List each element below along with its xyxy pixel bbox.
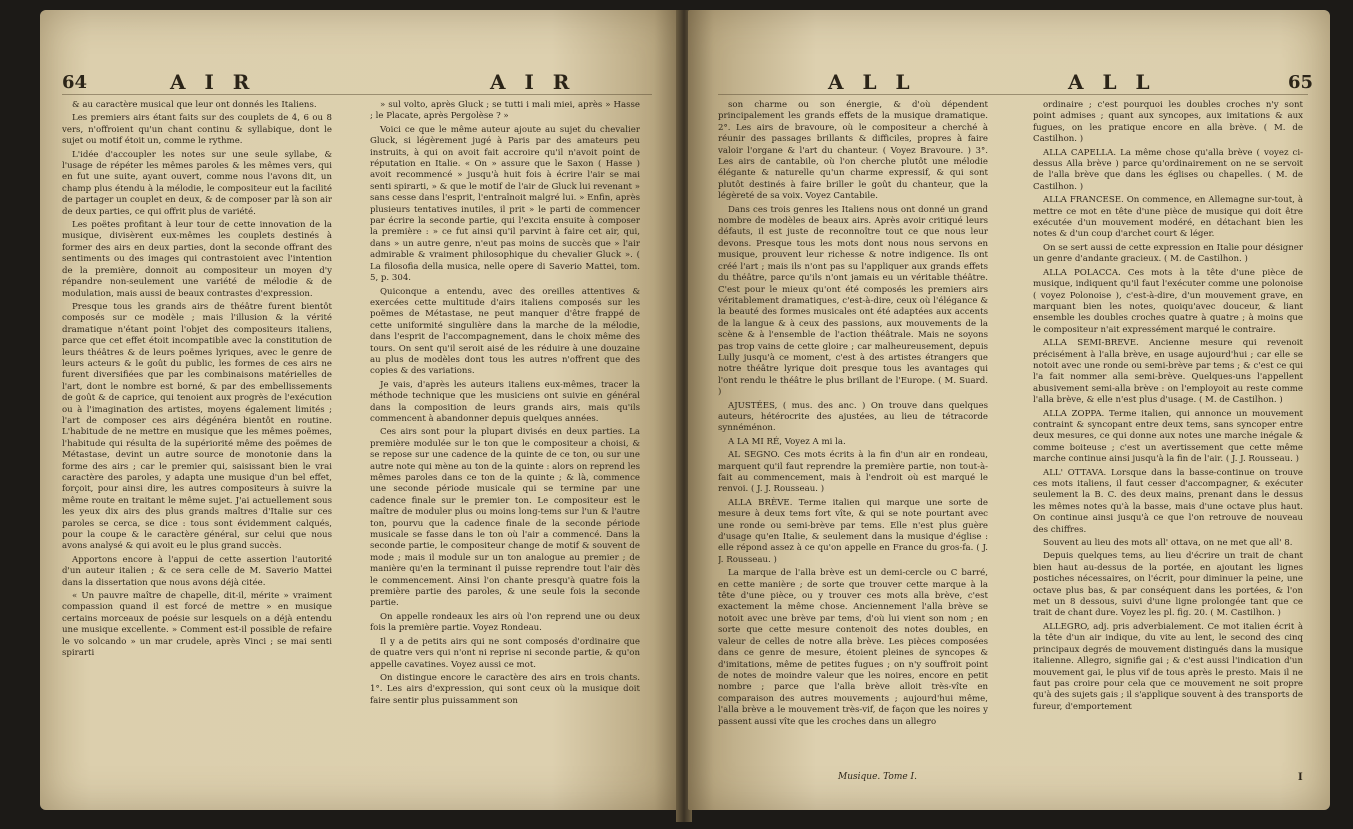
paragraph: La marque de l'alla brève est un demi-cercle ou C barré, en cette manière ; de sorte que trouver cette marque à la tête d'une pièce, ou y trouver ces mots alla brève, c'est exactement la même chose. Anciennement l'alla brève se notoit avec une brève par tems, d'où lui vient son nom ; en sorte que cette mesure contenoit des notes doubles, en valeur de celles de notre alla brève. Les pièces composées dans ce genre de mesure, étoient pleines de syncopes & d'imitations, même de petites fugues ; on n'y souffroit point de notes de moindre valeur que les noires, encore en petit nombre ; parce que l'alla brève alloit très-vîte en comparaison des autres mouvements ; aujourd'hui même, l'alla brève a le mouvement très-vif, de façon que les noires y passent aussi vîte que les croches dans un allegro xyxy=(718,568,988,727)
right-page xyxy=(688,10,1330,810)
paragraph: Les premiers airs étant faits sur des couplets de 4, 6 ou 8 vers, n'offroient qu'un chant continu & syllabique, dont le sujet ou motif étoit un, comme le rythme. xyxy=(62,113,332,147)
paragraph: ALLA POLACCA. Ces mots à la tête d'une pièce de musique, indiquent qu'il faut l'exécuter comme une polonoise ( voyez Polonoise ), c'est-à-dire, d'un mouvement grave, en marquant bien les notes, quoiqu'avec douceur, & liant ensemble les doubles croches quatre à quatre ; à moins que le compositeur n'ait expressément marqué le contraire. xyxy=(1033,267,1303,335)
paragraph: ALL' OTTAVA. Lorsque dans la basse-continue on trouve ces mots italiens, il faut cesser d'accompagner, & exécuter seulement la B. C. des deux mains, prenant dans le dessus les mêmes notes qu'à la basse, mais d'une octave plus haut. On continue ainsi jusqu'à ce que l'on retrouve de nouveau des chiffres. xyxy=(1033,467,1303,535)
paragraph: ALLEGRO, adj. pris adverbialement. Ce mot italien écrit à la tête d'un air indique, du vite au lent, le second des cinq principaux degrés de mouvement distingués dans la musique italienne. Allegro, signifie gai ; & c'est aussi l'indication d'un mouvement gai, le plus vif de tous après le presto. Mais il ne faut pas croire pour cela que ce mouvement ne soit propre qu'à des sujets gais ; il s'applique souvent à des transports de fureur, d'emportement xyxy=(1033,621,1303,712)
paragraph: Ces airs sont pour la plupart divisés en deux parties. La première modulée sur le ton que le compositeur a choisi, & se repose sur une cadence de la quinte de ce ton, ou sur une autre note qui mène au ton de la quinte : alors on reprend les mêmes paroles dans ce ton de la quinte ; & là, commence une seconde période musicale qui se termine par une cadence finale sur le premier ton. Le compositeur est le maître de moduler plus ou moins long-tems sur l'un & l'autre ton, pourvu que la cadence finale de la seconde période musicale se fasse dans le ton où l'air a commencé. Dans la seconde partie, le compositeur change de motif & souvent de mode ; mais il module sur un ton analogue au premier ; de manière qu'en la terminant il puisse reprendre tout l'air dès le commencement. Ainsi l'on chante presqu'à quatre fois la première partie des paroles, & une seule fois la seconde partie. xyxy=(370,427,640,609)
paragraph: Voici ce que le même auteur ajoute au sujet du chevalier Gluck, si légèrement jugé à Paris par des amateurs peu instruits, à qui on avoit fait accroire qu'il n'avoit point de réputation en Italie. « On » assure que le Saxon ( Hasse ) avoit recommencé » jusqu'à huit fois à écrire l'air se mai senti spirarti, » & que le motif de l'air de Gluck lui revenant » sans cesse dans l'esprit, l'entraînoit malgré lui. » Enfin, après plusieurs tentatives inutiles, il prit » le parti de commencer par écrire la seconde partie, qui l'excita ensuite à composer la première : » ce fut ainsi qu'il parvint à faire cet air, qui, dans » un autre genre, n'eut pas moins de succès que » l'air admirable & vraiment philosophique du chevalier Gluck ». ( La filosofia della musica, nelle opere di Saverio Mattei, tom. 5, p. 304. xyxy=(370,124,640,284)
paragraph: ALLA ZOPPA. Terme italien, qui annonce un mouvement contraint & syncopant entre deux tems, sans syncoper entre deux mesures, ce qui donne aux notes une marche inégale & comme boiteuse ; c'est un avertissement que cette même marche continue ainsi jusqu'à la fin de l'air. ( J. J. Rousseau. ) xyxy=(1033,408,1303,465)
paragraph: Je vais, d'après les auteurs italiens eux-mêmes, tracer la méthode technique que les musiciens ont suivie en général dans la composition de leurs grands airs, mais qu'ils commencent à abandonner depuis quelques années. xyxy=(370,379,640,424)
left-head-rule xyxy=(62,94,652,95)
paragraph: On appelle rondeaux les airs où l'on reprend une ou deux fois la première partie. Voyez Rondeau. xyxy=(370,611,640,634)
left-running-head-2: A I R xyxy=(490,70,576,94)
paragraph: Presque tous les grands airs de théâtre furent bientôt composés sur ce modèle ; mais l'illusion & la vérité dramatique n'étant point l'objet des compositeurs italiens, parce que cet effet étoit incompatible avec la constitution de leurs théâtres & de leurs poëmes lyriques, avec le genre de leurs acteurs & le goût du public, les formes de ces airs ne furent diversifiées que par les combinaisons matérielles de l'art, dont le nombre est borné, & par des embellissements de goût & de caprice, qui tenoient aux progrès de l'exécution ou à l'imagination des artistes, moyens également limités ; l'art de composer ces airs dégénéra bientôt en routine. L'habitude de ne mettre en musique que les mêmes poëmes, l'habitude qui résulta de la supériorité même des poëmes de Métastase, devint un autre source de monotonie dans la forme des airs ; car le premier qui, saisissant bien le vrai caractère des paroles, y adapta une musique d'un bel effet, forçoit, pour ainsi dire, les autres compositeurs à suivre la même route en traitant le même sujet. J'ai actuellement sous les yeux dix airs des plus grands maîtres d'Italie sur ces paroles se cerca, se dice : tous sont évidemment calqués, pour la coupe & le caractère général, sur celui que nous avons analysé & qui avoit eu le plus grand succès. xyxy=(62,301,332,552)
paragraph: » sul volto, après Gluck ; se tutti i mali miei, après » Hasse ; le Placate, après Pergolèse ? » xyxy=(370,100,640,122)
paragraph: AL SEGNO. Ces mots écrits à la fin d'un air en rondeau, marquent qu'il faut reprendre la première partie, non tout-à-fait au commencement, mais à l'endroit où est marqué le renvoi. ( J. J. Rousseau. ) xyxy=(718,450,988,495)
paragraph: On distingue encore le caractère des airs en trois chants. 1°. Les airs d'expression, qui sont ceux où la musique doit faire sentir plus puissamment son xyxy=(370,672,640,706)
paragraph: Dans ces trois genres les Italiens nous ont donné un grand nombre de modèles de beaux airs. Après avoir critiqué leurs défauts, il est juste de reconnoître tout ce que nous leur devons. Presque tous les mots dont nous nous servons en musique, prouvent leur richesse & notre indigence. Ils ont créé l'art ; mais ils n'ont pas su l'appliquer aux grands effets du théâtre, parce qu'ils n'ont jamais eu un véritable théâtre. C'est pour le mieux qu'ont été composés les premiers airs véritablement dramatiques, c'est-à-dire, ceux où l'élégance & la beauté des formes musicales ont été adaptées aux accents de la langue & à ceux des passions, aux mouvements de la scène & à l'ensemble de l'action théâtrale. Mais ne soyons pas trop vains de cette gloire ; car malheureusement, depuis Lully jusqu'à ce moment, c'est à des artistes étrangers que notre théâtre lyrique doit presque tous les avantages qui l'ont rendu le théâtre le plus brillant de l'Europe. ( M. Suard. ) xyxy=(718,204,988,398)
paragraph: « Un pauvre maître de chapelle, dit-il, mérite » vraiment compassion quand il est forcé de mettre » en musique certains morceaux de poésie sur lesquels on a déjà entendu une musique excellente. » Comment est-il possible de refaire le vo solcando » un mar crudele, après Vinci ; se mai senti spirarti xyxy=(62,591,332,659)
right-running-head-1: A L L xyxy=(828,70,916,94)
right-head-rule xyxy=(718,94,1308,95)
paragraph: ALLA CAPELLA. La même chose qu'alla brève ( voyez ci-dessus Alla brève ) parce qu'ordinairement on ne se servoit de l'alla brève que dans les églises ou chapelles. ( M. de Castilhon. ) xyxy=(1033,147,1303,192)
paragraph: L'idée d'accoupler les notes sur une seule syllabe, & l'usage de répéter les mêmes paroles & les mêmes vers, qui en fut une suite, ayant ouvert, comme nous l'avons dit, un champ plus étendu à la mélodie, le compositeur eut la facilité de partager un couplet en deux, & de composer par là son air de deux parties, ce qui offrit plus de variété. xyxy=(62,149,332,217)
paragraph: A LA MI RÉ, Voyez A mi la. xyxy=(728,436,846,447)
open-book xyxy=(40,10,1330,822)
footer-signature-text: Musique. Tome I. xyxy=(838,772,917,782)
paragraph: Apportons encore à l'appui de cette assertion l'autorité d'un auteur italien ; & ce sera celle de M. Saverio Mattei dans la dissertation que nous avons déjà citée. xyxy=(62,554,332,588)
paragraph: AJUSTÉES, ( mus. des anc. ) On trouve dans quelques auteurs, hétérocrite des ajustées, au lieu de tétracorde synnéménon. xyxy=(718,400,988,434)
paragraph: ordinaire ; c'est pourquoi les doubles croches n'y sont point admises ; quant aux syncopes, aux imitations & aux fugues, on les pratique encore en alla brève. ( M. de Castilhon. ) xyxy=(1033,100,1303,145)
right-column-1 xyxy=(718,100,988,760)
paragraph: Souvent au lieu des mots all' ottava, on ne met que all' 8. xyxy=(1043,538,1293,549)
paragraph: On se sert aussi de cette expression en Italie pour désigner un genre d'andante gracieux. ( M. de Castilhon. ) xyxy=(1033,242,1303,265)
left-page xyxy=(40,10,680,810)
paragraph: & au caractère musical que leur ont donnés les Italiens. xyxy=(72,100,317,110)
right-running-head-2: A L L xyxy=(1068,70,1156,94)
footer-signature-mark: I xyxy=(1298,772,1303,783)
paragraph: ALLA FRANCESE. On commence, en Allemagne sur-tout, à mettre ce mot en tête d'une pièce de musique qui doit être exécutée d'un mouvement modéré, en détachant bien les notes & d'un coup d'archet court & léger. xyxy=(1033,195,1303,240)
right-column-2 xyxy=(1033,100,1303,760)
right-page-number: 65 xyxy=(1288,72,1314,93)
left-column-2 xyxy=(370,100,640,790)
paragraph: Quiconque a entendu, avec des oreilles attentives & exercées cette multitude d'airs italiens composés sur les poëmes de Métastase, ne peut manquer d'être frappé de cette uniformité singulière dans la marche de la mélodie, dans l'esprit de l'accompagnement, dans le choix même des tours. On sent qu'il seroit aisé de les réduire à une douzaine au plus de modèles dont tous les autres n'offrent que des copies & des variations. xyxy=(370,286,640,377)
paragraph: Les poëtes profitant à leur tour de cette innovation de la musique, divisèrent eux-mêmes les couplets destinés à former des airs en deux parties, dont la seconde offrant des sentiments ou des images qui contrastoient avec l'intention de la première, donnoit au compositeur un moyen d'y répandre non-seulement une variété de mélodie & de modulation, mais aussi de beaux contrastes d'expression. xyxy=(62,220,332,299)
paragraph: ALLA SEMI-BREVE. Ancienne mesure qui revenoit précisément à l'alla brève, en usage aujourd'hui ; car elle se notoit avec une ronde ou semi-brève par tems ; & c'est ce qui l'a fait nommer alla semi-brève. Quelques-uns l'appellent abusivement semi-alla brève : on l'employoit au reste comme l'alla brève, & elle n'est plus d'usage. ( M. de Castilhon. ) xyxy=(1033,338,1303,406)
left-page-number: 64 xyxy=(62,72,88,93)
paragraph: Il y a de petits airs qui ne sont composés d'ordinaire que de quatre vers qui n'ont ni reprise ni seconde partie, & qu'on appelle cavatines. Voyez aussi ce mot. xyxy=(370,636,640,670)
left-running-head-1: A I R xyxy=(170,70,256,94)
left-column-1 xyxy=(62,100,332,790)
paragraph: Depuis quelques tems, au lieu d'écrire un trait de chant bien haut au-dessus de la portée, en ajoutant les lignes postiches nécessaires, on l'écrit, pour diminuer la peine, une octave plus bas, & par conséquent dans les portées, & l'on met un 8 dessous, suivi d'une ligne prolongée tant que ce trait de chant dure. Voyez les pl. fig. 20. ( M. Castilhon. ) xyxy=(1033,551,1303,619)
paragraph: ALLA BRÈVE. Terme italien qui marque une sorte de mesure à deux tems fort vîte, & qui se note pourtant avec une ronde ou semi-brève par tems. Elle n'est plus guère d'usage qu'en Italie, & seulement dans la musique d'église : elle répond assez à ce qu'on appelle en France du gros-fa. ( J. J. Rousseau. ) xyxy=(718,497,988,565)
paragraph: son charme ou son énergie, & d'où dépendent principalement les grands effets de la musique dramatique. 2°. Les airs de bravoure, où le compositeur a cherché à réunir des passages brillants & difficiles, propres à faire valoir l'organe & l'art du chanteur. ( Voyez Bravoure. ) 3°. Les airs de cantabile, où l'on cherche plutôt une mélodie élégante & naturelle qu'un charme expressif, & qui sont plutôt destinés à faire briller le goût du chanteur, que la légèreté de sa voix. Voyez Cantabile. xyxy=(718,100,988,202)
